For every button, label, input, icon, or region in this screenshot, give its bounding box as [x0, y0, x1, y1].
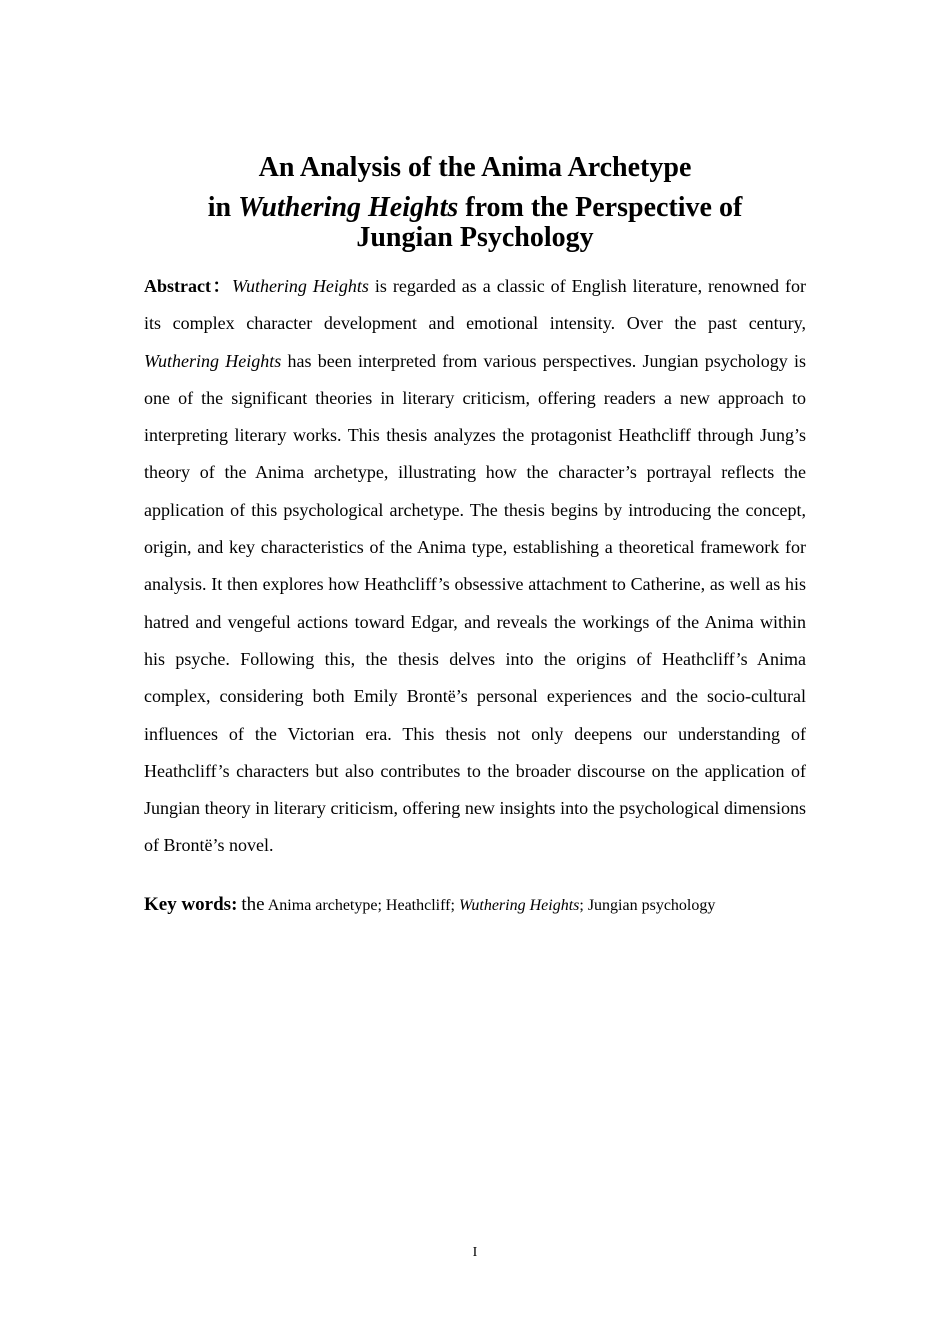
keywords-part-2: ; Jungian psychology: [579, 897, 716, 914]
abstract-segment-2: Wuthering Heights: [144, 350, 282, 371]
title-novel-name: Wuthering Heights: [238, 192, 459, 223]
title-line-2: [140, 193, 810, 223]
abstract-segment-1: is regarded as a classic of English literature, renowned for its complex character development and emotional intensity. Over the past century,: [144, 276, 806, 334]
title-line-2-prefix: in: [207, 192, 239, 223]
title-line-1-text: An Analysis of the Anima Archetype: [258, 152, 692, 183]
keywords-label: Key words:: [144, 894, 238, 915]
page-number: I: [472, 1245, 478, 1260]
abstract-segment-3: has been interpreted from various perspectives. Jungian psychology is one of the significant theories in literary criticism, offering readers a new approach to interpreting literary works. This thesis analyzes the protagonist Heathcliff through Jung’s theory of the Anima archetype, illustrating how the character’s portrayal reflects the application of this psychological archetype. The thesis begins by introducing the concept, origin, and key characteristics of the Anima type, establishing a theoretical framework for analysis. It then explores how Heathcliff’s obsessive attachment to Catherine, as well as his hatred and vengeful actions toward Edgar, and reveals the workings of the Anima within his psyche. Following this, the thesis delves into the origins of Heathcliff’s Anima complex, considering both Emily Brontë’s personal experiences and the socio-cultural influences of the Victorian era. This thesis not only deepens our understanding of Heathcliff’s characters but also contributes to the broader discourse on the application of Jungian theory in literary criticism, offering new insights into the psychological dimensions of Brontë’s novel.: [144, 350, 806, 856]
abstract-paragraph: [144, 268, 806, 865]
keywords-article: the: [241, 894, 265, 915]
keywords-part-1: Anima archetype; Heathcliff;: [267, 897, 459, 914]
title-line-1: [140, 153, 810, 183]
title-line-2-suffix: from the Perspective of: [458, 192, 743, 223]
abstract-label: Abstract：: [144, 276, 232, 296]
abstract-segment-0: Wuthering Heights: [231, 276, 369, 296]
title-line-3: [140, 223, 810, 253]
keywords-line: [144, 891, 806, 920]
keywords-novel-name: Wuthering Heights: [458, 897, 580, 914]
title-line-3-text: Jungian Psychology: [356, 222, 594, 253]
